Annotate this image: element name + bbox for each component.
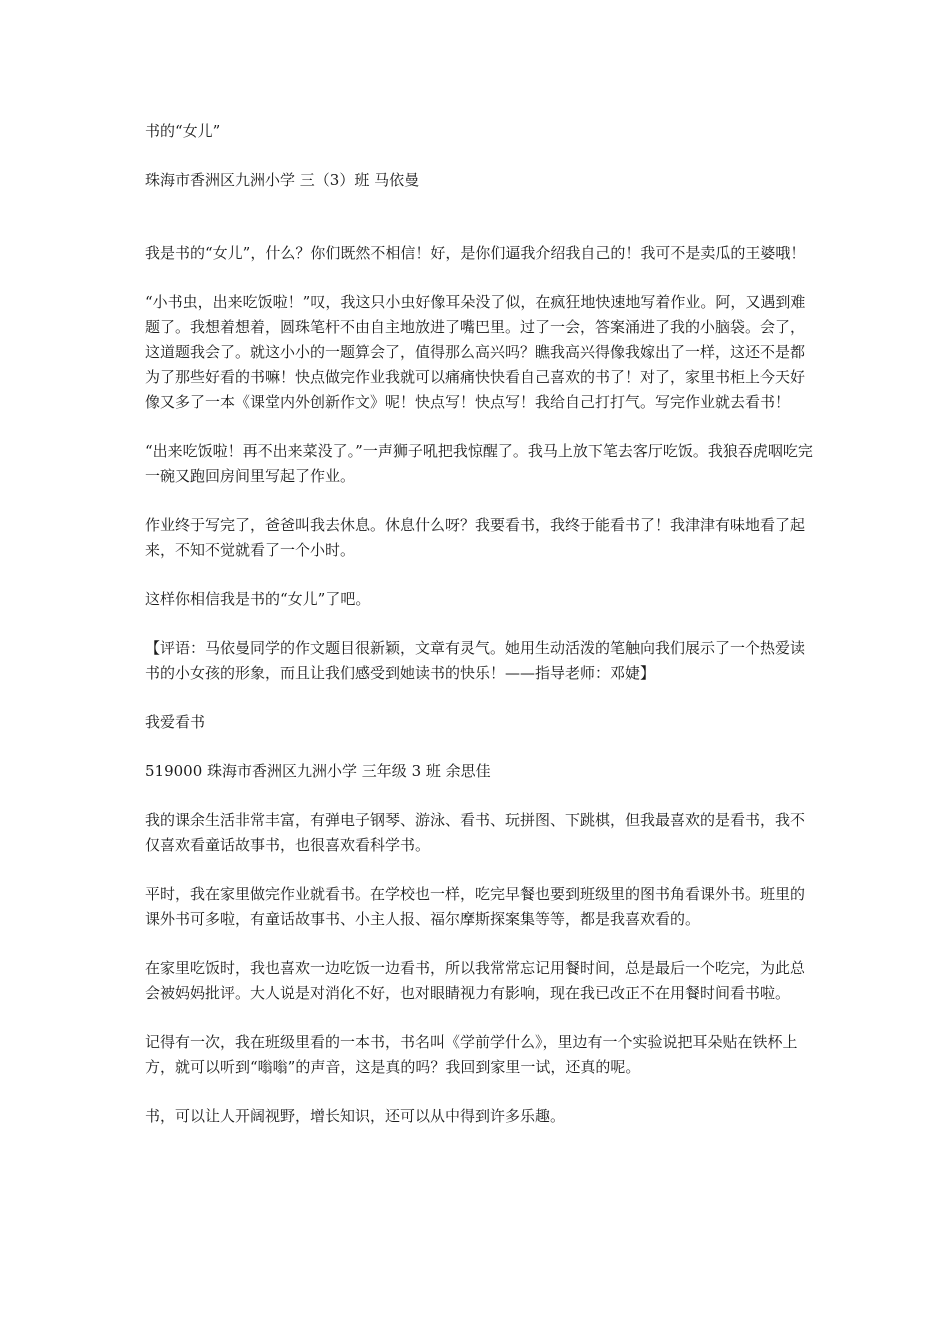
paragraph: “出来吃饭啦！再不出来菜没了。”一声狮子吼把我惊醒了。我马上放下笔去客厅吃饭。我狼吞虎咽吃完一碗又跑回房间里写起了作业。 (145, 442, 813, 485)
article-title: 我爱看书 (145, 713, 206, 731)
article-title: 书的“女儿” (145, 122, 221, 140)
document-page (145, 119, 815, 1153)
paragraph: 我是书的“女儿”，什么？你们既然不相信！好，是你们逼我介绍我自己的！我可不是卖瓜的王婆哦！ (145, 244, 806, 262)
teacher-comment: 【评语：马依曼同学的作文题目很新颖，文章有灵气。她用生动活泼的笔触向我们展示了一个热爱读书的小女孩的形象，而且让我们感受到她读书的快乐！——指导老师：邓婕】 (145, 639, 806, 682)
paragraph: 书，可以让人开阔视野，增长知识，还可以从中得到许多乐趣。 (145, 1107, 566, 1125)
paragraph: 作业终于写完了，爸爸叫我去休息。休息什么呀？我要看书，我终于能看书了！我津津有味地看了起来，不知不觉就看了一个小时。 (145, 516, 806, 559)
paragraph: 在家里吃饭时，我也喜欢一边吃饭一边看书，所以我常常忘记用餐时间，总是最后一个吃完，为此总会被妈妈批评。大人说是对消化不好，也对眼睛视力有影响，现在我已改正不在用餐时间看书啦。 (145, 959, 806, 1002)
paragraph: 我的课余生活非常丰富，有弹电子钢琴、游泳、看书、玩拼图、下跳棋，但我最喜欢的是看书，我不仅喜欢看童话故事书，也很喜欢看科学书。 (145, 811, 806, 854)
paragraph: 记得有一次，我在班级里看的一本书，书名叫《学前学什么》，里边有一个实验说把耳朵贴在铁杯上方，就可以听到“嗡嗡”的声音，这是真的吗？我回到家里一试，还真的呢。 (145, 1033, 798, 1076)
paragraph: 这样你相信我是书的“女儿”了吧。 (145, 590, 371, 608)
paragraph: “小书虫，出来吃饭啦！”叹，我这只小虫好像耳朵没了似，在疯狂地快速地写着作业。阿，又遇到难题了。我想着想着，圆珠笔杆不由自主地放进了嘴巴里。过了一会，答案涌进了我的小脑袋。会了，这道题我会了。就这小小的一题算会了，值得那么高兴吗？瞧我高兴得像我嫁出了一样，这还不是都为了那些好看的书嘛！快点做完作业我就可以痛痛快快看自己喜欢的书了！对了，家里书柜上今天好像又多了一本《课堂内外创新作文》呢！快点写！快点写！我给自己打打气。写完作业就去看书！ (145, 293, 806, 411)
article-byline: 519000 珠海市香洲区九洲小学 三年级 3 班 余思佳 (145, 762, 491, 780)
article-byline: 珠海市香洲区九洲小学 三（3）班 马依曼 (145, 171, 420, 189)
paragraph: 平时，我在家里做完作业就看书。在学校也一样，吃完早餐也要到班级里的图书角看课外书。班里的课外书可多啦，有童话故事书、小主人报、福尔摩斯探案集等等，都是我喜欢看的。 (145, 885, 806, 928)
